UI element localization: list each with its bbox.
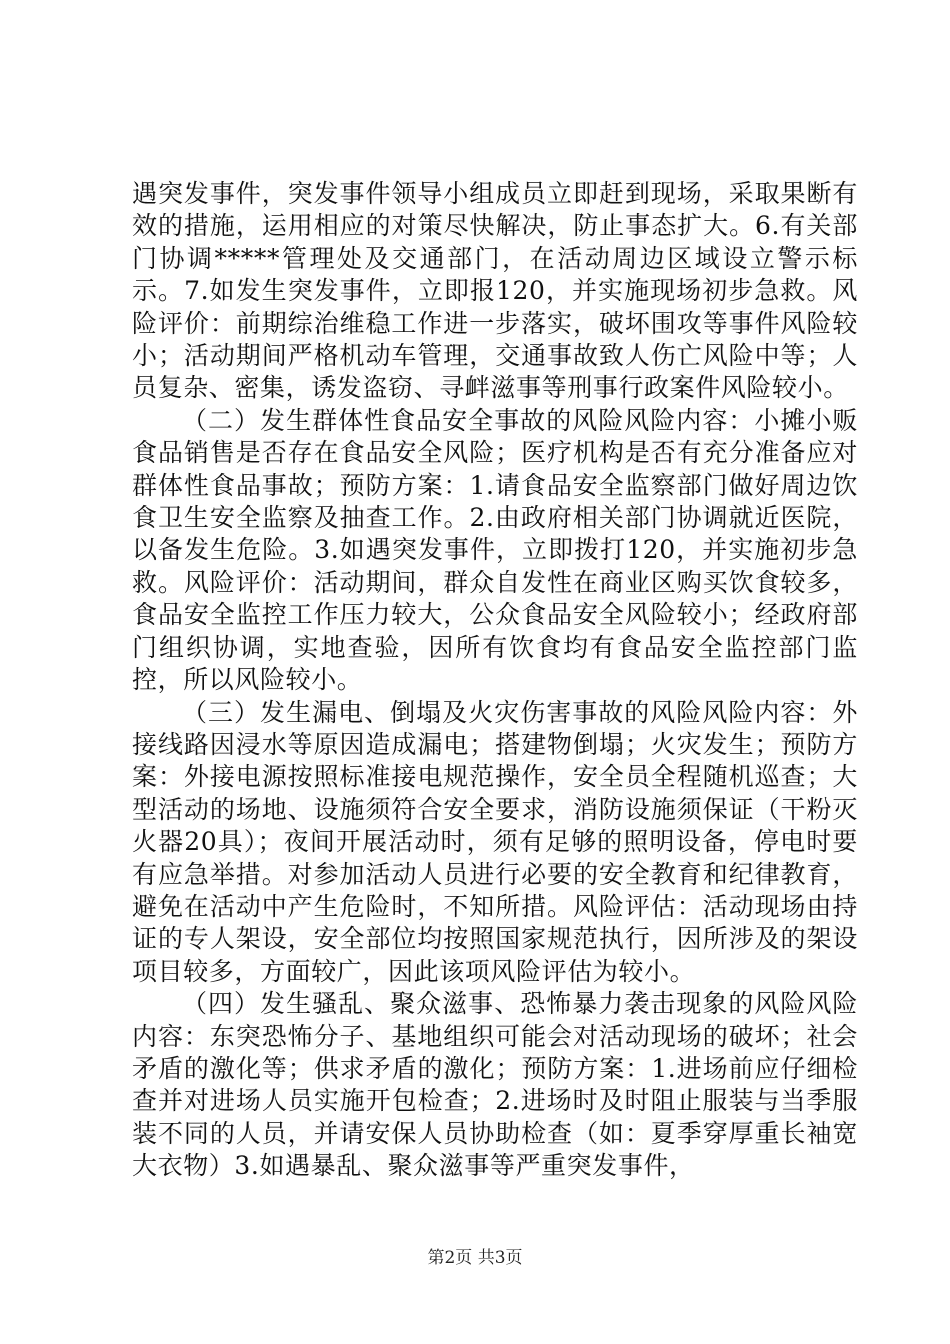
paragraph-continuation: 遇突发事件，突发事件领导小组成员立即赶到现场，采取果断有效的措施，运用相应的对策尽快解决，防止事态扩大。6.有关部门协调*****管理处及交通部门，在活动周边区域设立警示标示。7.如发生突发事件，立即报120，并实施现场初步急救。风险评价：前期综治维稳工作进一步落实，破坏围攻等事件风险较小；活动期间严格机动车管理，交通事故致人伤亡风险中等；人员复杂、密集，诱发盗窃、寻衅滋事等刑事行政案件风险较小。 [132,179,858,403]
document-body [132,178,858,1183]
paragraph-riot-terror: （四）发生骚乱、聚众滋事、恐怖暴力袭击现象的风险风险内容：东突恐怖分子、基地组织可能会对活动现场的破坏；社会矛盾的激化等；供求矛盾的激化；预防方案：1.进场前应仔细检查并对进场人员实施开包检查；2.进场时及时阻止服装与当季服装不同的人员，并请安保人员协助检查（如：夏季穿厚重长袖宽大衣物）3.如遇暴乱、聚众滋事等严重突发事件， [132,989,858,1181]
paragraph-electric-fire: （三）发生漏电、倒塌及火灾伤害事故的风险风险内容：外接线路因浸水等原因造成漏电；搭建物倒塌；火灾发生；预防方案：外接电源按照标准接电规范操作，安全员全程随机巡查；大型活动的场地、设施须符合安全要求，消防设施须保证（干粉灭火器20具）；夜间开展活动时，须有足够的照明设备，停电时要有应急举措。对参加活动人员进行必要的安全教育和纪律教育，避免在活动中产生危险时，不知所措。风险评估：活动现场由持证的专人架设，安全部位均按照国家规范执行，因所涉及的架设项目较多，方面较广，因此该项风险评估为较小。 [132,697,858,986]
paragraph-food-safety: （二）发生群体性食品安全事故的风险风险内容：小摊小贩食品销售是否存在食品安全风险；医疗机构是否有充分准备应对群体性食品事故；预防方案：1.请食品安全监察部门做好周边饮食卫生安全监察及抽查工作。2.由政府相关部门协调就近医院，以备发生危险。3.如遇突发事件，立即拨打120，并实施初步急救。风险评价：活动期间，群众自发性在商业区购买饮食较多，食品安全监控工作压力较大，公众食品安全风险较小；经政府部门组织协调，实地查验，因所有饮食均有食品安全监控部门监控，所以风险较小。 [132,405,858,695]
page-footer: 第2页 共3页 [427,1248,523,1268]
